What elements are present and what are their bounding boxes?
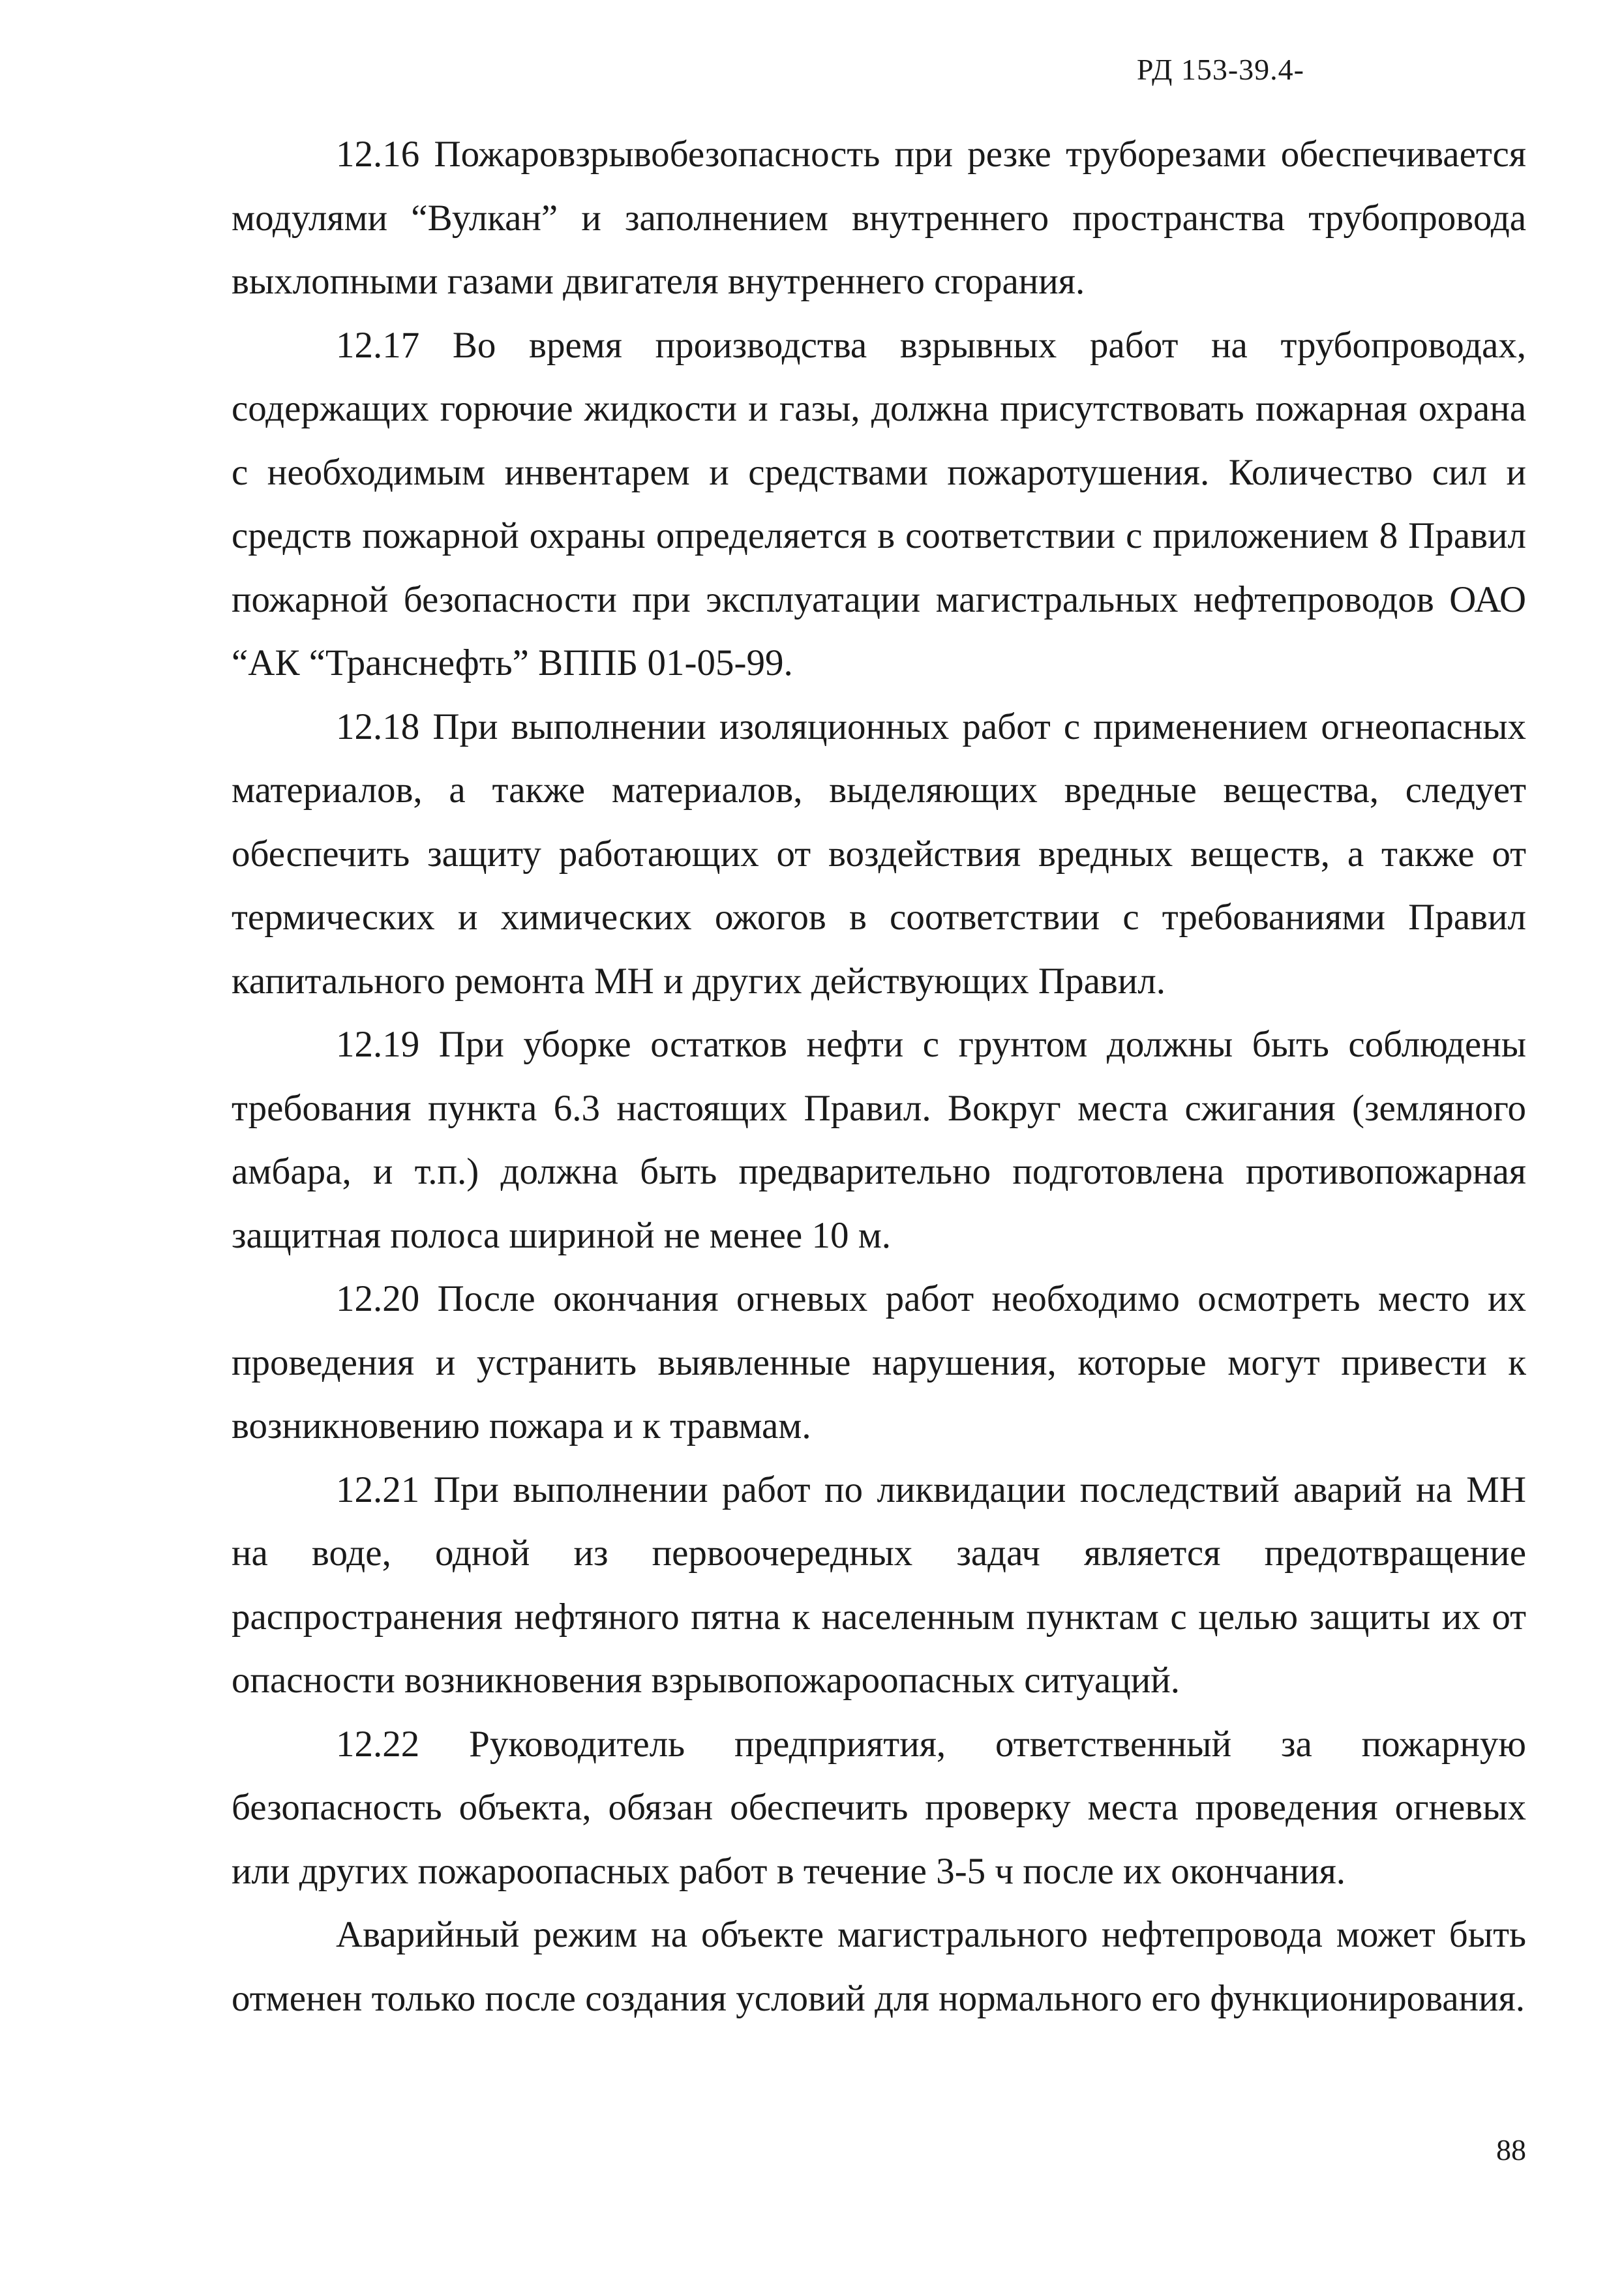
paragraph-12-16: 12.16 Пожаровзрывобезопасность при резке труборезами обеспечивается модулями “Вулкан” и заполнением внутреннего пространства трубопровода выхлопными газами двигателя внутреннего сгорания.: [232, 134, 1526, 302]
paragraph-12-22: 12.22 Руководитель предприятия, ответственный за пожарную безопасность объекта, обязан обеспечить проверку места проведения огневых или других пожароопасных работ в течение 3-5 ч после их окончания.: [232, 1723, 1526, 1892]
document-code: РД 153-39.4-: [1136, 53, 1304, 86]
page-number: 88: [1496, 2133, 1526, 2166]
document-body: [232, 123, 1526, 2030]
paragraph-12-17: 12.17 Во время производства взрывных работ на трубопроводах, содержащих горючие жидкости и газы, должна присутствовать пожарная охрана с необходимым инвентарем и средствами пожаротушения. Количество сил и средств пожарной охраны определяется в соответствии с приложением 8 Правил пожарной безопасности при эксплуатации магистральных нефтепроводов ОАО “АК “Транснефть” ВППБ 01-05-99.: [232, 324, 1526, 683]
paragraph-12-18: 12.18 При выполнении изоляционных работ с применением огнеопасных материалов, а также материалов, выделяющих вредные вещества, следует обеспечить защиту работающих от воздействия вредных веществ, а также от термических и химических ожогов в соответствии с требованиями Правил капитального ремонта МН и других действующих Правил.: [232, 706, 1526, 1002]
paragraph-12-19: 12.19 При уборке остатков нефти с грунтом должны быть соблюдены требования пункта 6.3 настоящих Правил. Вокруг места сжигания (земляного амбара, и т.п.) должна быть предварительно подготовлена противопожарная защитная полоса шириной не менее 10 м.: [232, 1024, 1526, 1256]
paragraph-12-20: 12.20 После окончания огневых работ необходимо осмотреть место их проведения и устранить выявленные нарушения, которые могут привести к возникновению пожара и к травмам.: [232, 1278, 1526, 1446]
paragraph-emergency-mode: Аварийный режим на объекте магистрального нефтепровода может быть отменен только после создания условий для нормального его функционирования.: [232, 1914, 1526, 2019]
paragraph-12-21: 12.21 При выполнении работ по ликвидации последствий аварий на МН на воде, одной из первоочередных задач является предотвращение распространения нефтяного пятна к населенным пунктам с целью защиты их от опасности возникновения взрывопожароопасных ситуаций.: [232, 1469, 1526, 1701]
